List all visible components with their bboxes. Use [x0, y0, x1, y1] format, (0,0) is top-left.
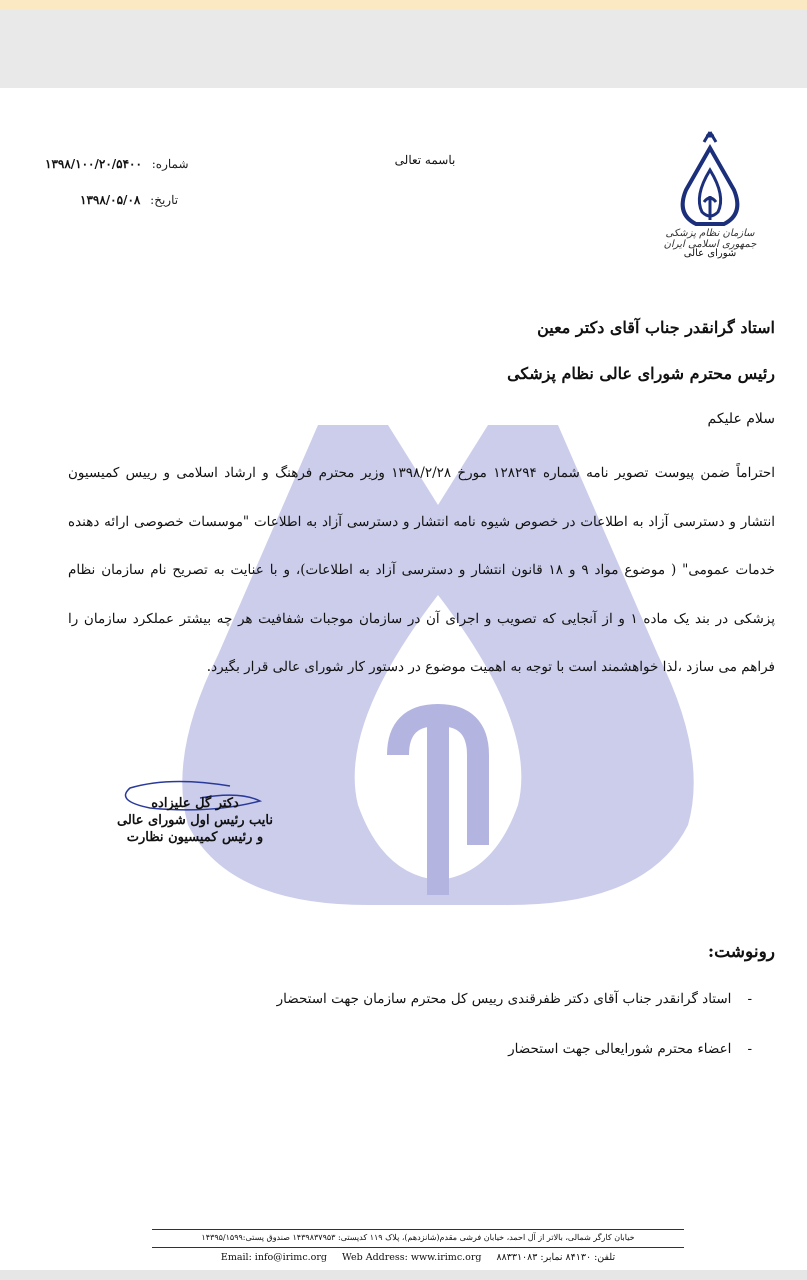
- footer-divider: [152, 1247, 684, 1248]
- footer-contact: [152, 1252, 684, 1263]
- number-label: شماره:: [151, 157, 189, 171]
- number-value: ۱۳۹۸/۱۰۰/۲۰/۵۴۰۰: [45, 157, 142, 171]
- invocation: باسمه تعالی: [394, 153, 456, 167]
- greeting: سلام علیکم: [707, 411, 775, 427]
- signatory-title-2: و رئیس کمیسیون نظارت: [126, 830, 264, 845]
- cc-item: [277, 991, 752, 1007]
- footer-divider: [152, 1229, 684, 1230]
- council-name: شورای عالی: [683, 248, 737, 259]
- cc-title: رونوشت:: [707, 942, 775, 962]
- footer-email: Email: info@irimc.org: [220, 1252, 327, 1263]
- cc-item: [508, 1041, 752, 1057]
- emblem-icon: [660, 130, 760, 230]
- addressee-name: استاد گرانقدر جناب آقای دکتر معین: [537, 318, 775, 337]
- footer-address: خیابان کارگر شمالی، بالاتر از آل احمد، خیابان فرشی مقدم(شانزدهم)، پلاک ۱۱۹ کدپستی: ۱۴۳۹۸۳۷۹۵۳ صندوق پستی:۱۴۳۹۵/۱۵۹۹: [201, 1233, 635, 1242]
- cc-item-text: اعضاء محترم شورایعالی جهت استحضار: [508, 1041, 732, 1057]
- viewer-toolbar: [0, 10, 807, 88]
- addressee-title: رئیس محترم شورای عالی نظام پزشکی: [507, 364, 775, 383]
- date-value: ۱۳۹۸/۰۵/۰۸: [80, 193, 141, 207]
- footer-web: Web Address: www.irimc.org: [342, 1252, 482, 1263]
- organization-name: سازمان نظام پزشکی جمهوری اسلامی ایران: [663, 228, 757, 250]
- viewer-bottom-bar: [0, 1270, 807, 1280]
- letter-body: احتراماً ضمن پیوست تصویر نامه شماره ۱۲۸۲۹۴ مورخ ۱۳۹۸/۲/۲۸ وزیر محترم فرهنگ و ارشاد اسلامی و رییس کمیسیون انتشار و دسترسی آزاد به اطلاعات در خصوص شیوه نامه انتشار و دسترسی آزاد به اطلاعات "موسسات خصوصی ارائه دهنده خدمات عمومی" ( موضوع مواد ۹ و ۱۸ قانون انتشار و دسترسی آزاد به اطلاعات)، و با عنایت به تصریح نام سازمان نظام پزشکی در بند یک ماده ۱ و از آنجایی که تصویب و اجرای آن در سازمان موجبات شفافیت هر چه بیشتر عملکرد سازمان را فراهم می سازد ،لذا خواهشمند است با توجه به اهمیت موضوع در دستور کار شورای عالی قرار بگیرد.: [68, 465, 776, 675]
- organization-logo: [660, 130, 760, 270]
- signature-block: [100, 790, 290, 846]
- date-label: تاریخ:: [150, 193, 179, 207]
- cc-item-dash: -: [747, 1041, 752, 1057]
- footer-phone: تلفن: ۸۴۱۳۰ نمابر: ۸۸۳۳۱۰۸۳: [496, 1252, 616, 1263]
- cc-item-dash: -: [747, 991, 752, 1007]
- cc-item-text: استاد گرانقدر جناب آقای دکتر ظفرقندی رییس کل محترم سازمان جهت استحضار: [276, 991, 732, 1007]
- signatory-name: دکتر گل علیزاده: [151, 796, 239, 811]
- top-accent-bar: [0, 0, 807, 10]
- signatory-title: نایب رئیس اول شورای عالی: [117, 813, 273, 828]
- letter-date: [80, 193, 178, 207]
- letter-number: [45, 157, 189, 171]
